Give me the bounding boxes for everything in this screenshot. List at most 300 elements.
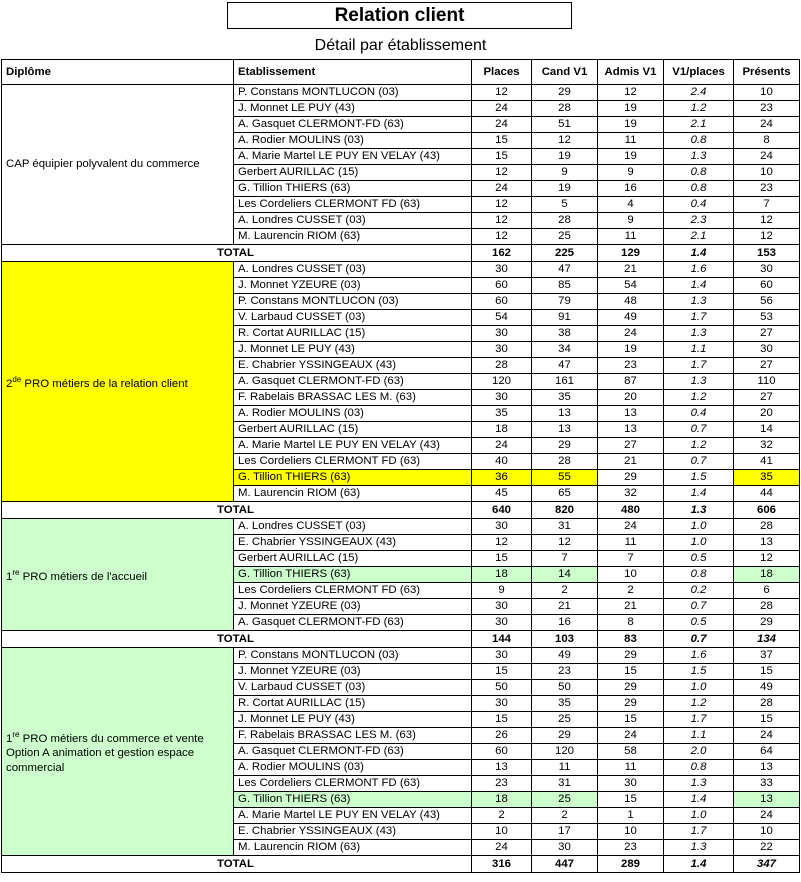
places-cell: 13 bbox=[472, 760, 532, 776]
total-cand-v1: 225 bbox=[532, 245, 598, 262]
total-label: TOTAL bbox=[2, 631, 472, 648]
etablissement-cell: G. Tillion THIERS (63) bbox=[234, 181, 472, 197]
cand-v1-cell: 23 bbox=[532, 664, 598, 680]
etablissement-cell: Gerbert AURILLAC (15) bbox=[234, 165, 472, 181]
diplome-cell bbox=[2, 519, 234, 631]
places-cell: 15 bbox=[472, 133, 532, 149]
admis-v1-cell: 27 bbox=[598, 438, 664, 454]
cand-v1-cell: 7 bbox=[532, 551, 598, 567]
admis-v1-cell: 21 bbox=[598, 454, 664, 470]
total-places: 316 bbox=[472, 856, 532, 873]
places-cell: 10 bbox=[472, 824, 532, 840]
diplome-label: PRO métiers du commerce et vente bbox=[19, 732, 204, 745]
places-cell: 30 bbox=[472, 390, 532, 406]
presents-cell: 7 bbox=[734, 197, 800, 213]
cand-v1-cell: 17 bbox=[532, 824, 598, 840]
places-cell: 24 bbox=[472, 101, 532, 117]
diplome-cell bbox=[2, 85, 234, 245]
v1-places-cell: 1.7 bbox=[664, 310, 734, 326]
presents-cell: 10 bbox=[734, 165, 800, 181]
cand-v1-cell: 35 bbox=[532, 696, 598, 712]
etablissement-cell: A. Gasquet CLERMONT-FD (63) bbox=[234, 615, 472, 631]
places-cell: 12 bbox=[472, 213, 532, 229]
table-row bbox=[2, 262, 800, 278]
v1-places-cell: 0.8 bbox=[664, 133, 734, 149]
etablissement-cell: R. Cortat AURILLAC (15) bbox=[234, 696, 472, 712]
header-admis-v1: Admis V1 bbox=[598, 60, 664, 85]
cand-v1-cell: 16 bbox=[532, 615, 598, 631]
etablissement-cell: J. Monnet LE PUY (43) bbox=[234, 342, 472, 358]
places-cell: 18 bbox=[472, 422, 532, 438]
places-cell: 35 bbox=[472, 406, 532, 422]
admis-v1-cell: 8 bbox=[598, 615, 664, 631]
presents-cell: 10 bbox=[734, 85, 800, 101]
admis-v1-cell: 11 bbox=[598, 229, 664, 245]
admis-v1-cell: 15 bbox=[598, 712, 664, 728]
diplome-label-line: Option A animation et gestion espace bbox=[6, 747, 195, 760]
diplome-label: PRO métiers de l'accueil bbox=[19, 570, 147, 583]
presents-cell: 27 bbox=[734, 326, 800, 342]
admis-v1-cell: 29 bbox=[598, 648, 664, 664]
v1-places-cell: 1.3 bbox=[664, 840, 734, 856]
cand-v1-cell: 29 bbox=[532, 438, 598, 454]
admis-v1-cell: 54 bbox=[598, 278, 664, 294]
places-cell: 24 bbox=[472, 181, 532, 197]
etablissement-cell: J. Monnet YZEURE (03) bbox=[234, 278, 472, 294]
v1-places-cell: 0.4 bbox=[664, 406, 734, 422]
admis-v1-cell: 21 bbox=[598, 599, 664, 615]
cand-v1-cell: 9 bbox=[532, 165, 598, 181]
presents-cell: 15 bbox=[734, 664, 800, 680]
places-cell: 12 bbox=[472, 229, 532, 245]
cand-v1-cell: 28 bbox=[532, 454, 598, 470]
admis-v1-cell: 23 bbox=[598, 840, 664, 856]
v1-places-cell: 1.5 bbox=[664, 664, 734, 680]
header-v1-places: V1/places bbox=[664, 60, 734, 85]
total-label: TOTAL bbox=[2, 245, 472, 262]
etablissement-cell: J. Monnet YZEURE (03) bbox=[234, 664, 472, 680]
table-row bbox=[2, 648, 800, 664]
v1-places-cell: 1.2 bbox=[664, 438, 734, 454]
etablissement-cell: A. Marie Martel LE PUY EN VELAY (43) bbox=[234, 149, 472, 165]
admis-v1-cell: 24 bbox=[598, 519, 664, 535]
cand-v1-cell: 79 bbox=[532, 294, 598, 310]
presents-cell: 10 bbox=[734, 824, 800, 840]
etablissement-cell: M. Laurencin RIOM (63) bbox=[234, 486, 472, 502]
cand-v1-cell: 13 bbox=[532, 406, 598, 422]
places-cell: 18 bbox=[472, 792, 532, 808]
total-admis-v1: 83 bbox=[598, 631, 664, 648]
presents-cell: 35 bbox=[734, 470, 800, 486]
total-v1-places: 1.4 bbox=[664, 245, 734, 262]
total-places: 162 bbox=[472, 245, 532, 262]
table-row bbox=[2, 85, 800, 101]
cand-v1-cell: 2 bbox=[532, 808, 598, 824]
cand-v1-cell: 38 bbox=[532, 326, 598, 342]
etablissement-cell: M. Laurencin RIOM (63) bbox=[234, 229, 472, 245]
presents-cell: 44 bbox=[734, 486, 800, 502]
places-cell: 15 bbox=[472, 664, 532, 680]
admis-v1-cell: 24 bbox=[598, 728, 664, 744]
cand-v1-cell: 21 bbox=[532, 599, 598, 615]
cand-v1-cell: 29 bbox=[532, 728, 598, 744]
cand-v1-cell: 5 bbox=[532, 197, 598, 213]
cand-v1-cell: 91 bbox=[532, 310, 598, 326]
admis-v1-cell: 32 bbox=[598, 486, 664, 502]
diplome-label: PRO métiers de la relation client bbox=[21, 377, 188, 390]
total-presents: 347 bbox=[734, 856, 800, 873]
cand-v1-cell: 31 bbox=[532, 519, 598, 535]
v1-places-cell: 2.3 bbox=[664, 213, 734, 229]
cand-v1-cell: 25 bbox=[532, 229, 598, 245]
admis-v1-cell: 16 bbox=[598, 181, 664, 197]
admis-v1-cell: 15 bbox=[598, 664, 664, 680]
v1-places-cell: 0.4 bbox=[664, 197, 734, 213]
presents-cell: 49 bbox=[734, 680, 800, 696]
admis-v1-cell: 23 bbox=[598, 358, 664, 374]
total-cand-v1: 447 bbox=[532, 856, 598, 873]
etablissement-cell: A. Marie Martel LE PUY EN VELAY (43) bbox=[234, 438, 472, 454]
cand-v1-cell: 14 bbox=[532, 567, 598, 583]
total-admis-v1: 289 bbox=[598, 856, 664, 873]
admis-v1-cell: 29 bbox=[598, 696, 664, 712]
cand-v1-cell: 34 bbox=[532, 342, 598, 358]
v1-places-cell: 0.8 bbox=[664, 760, 734, 776]
places-cell: 24 bbox=[472, 117, 532, 133]
table-row bbox=[2, 519, 800, 535]
v1-places-cell: 1.2 bbox=[664, 101, 734, 117]
cand-v1-cell: 25 bbox=[532, 712, 598, 728]
places-cell: 9 bbox=[472, 583, 532, 599]
diplome-cell bbox=[2, 262, 234, 502]
diplome-cell bbox=[2, 648, 234, 856]
cand-v1-cell: 50 bbox=[532, 680, 598, 696]
etablissement-cell: E. Chabrier YSSINGEAUX (43) bbox=[234, 824, 472, 840]
etablissement-cell: G. Tillion THIERS (63) bbox=[234, 567, 472, 583]
etablissement-cell: Gerbert AURILLAC (15) bbox=[234, 551, 472, 567]
cand-v1-cell: 29 bbox=[532, 85, 598, 101]
places-cell: 30 bbox=[472, 326, 532, 342]
v1-places-cell: 1.6 bbox=[664, 648, 734, 664]
presents-cell: 41 bbox=[734, 454, 800, 470]
places-cell: 50 bbox=[472, 680, 532, 696]
total-row bbox=[2, 631, 800, 648]
places-cell: 60 bbox=[472, 744, 532, 760]
total-row bbox=[2, 856, 800, 873]
diplome-label: CAP équipier polyvalent du commerce bbox=[6, 158, 200, 170]
cand-v1-cell: 31 bbox=[532, 776, 598, 792]
etablissement-cell: P. Constans MONTLUCON (03) bbox=[234, 85, 472, 101]
presents-cell: 13 bbox=[734, 760, 800, 776]
v1-places-cell: 1.3 bbox=[664, 149, 734, 165]
etablissement-cell: R. Cortat AURILLAC (15) bbox=[234, 326, 472, 342]
places-cell: 15 bbox=[472, 551, 532, 567]
v1-places-cell: 1.1 bbox=[664, 342, 734, 358]
presents-cell: 13 bbox=[734, 792, 800, 808]
presents-cell: 12 bbox=[734, 213, 800, 229]
etablissement-cell: A. Londres CUSSET (03) bbox=[234, 519, 472, 535]
presents-cell: 30 bbox=[734, 262, 800, 278]
admis-v1-cell: 20 bbox=[598, 390, 664, 406]
diplome-ordinal-suffix: re bbox=[12, 567, 20, 577]
etablissement-cell: A. Rodier MOULINS (03) bbox=[234, 133, 472, 149]
admis-v1-cell: 11 bbox=[598, 133, 664, 149]
admis-v1-cell: 13 bbox=[598, 422, 664, 438]
admis-v1-cell: 12 bbox=[598, 85, 664, 101]
header-places: Places bbox=[472, 60, 532, 85]
admis-v1-cell: 19 bbox=[598, 149, 664, 165]
admis-v1-cell: 29 bbox=[598, 470, 664, 486]
v1-places-cell: 1.7 bbox=[664, 712, 734, 728]
v1-places-cell: 1.4 bbox=[664, 486, 734, 502]
header-presents: Présents bbox=[734, 60, 800, 85]
presents-cell: 24 bbox=[734, 728, 800, 744]
v1-places-cell: 0.5 bbox=[664, 551, 734, 567]
cand-v1-cell: 120 bbox=[532, 744, 598, 760]
v1-places-cell: 1.3 bbox=[664, 374, 734, 390]
etablissement-cell: J. Monnet YZEURE (03) bbox=[234, 599, 472, 615]
etablissement-cell: A. Londres CUSSET (03) bbox=[234, 213, 472, 229]
places-cell: 30 bbox=[472, 342, 532, 358]
v1-places-cell: 0.8 bbox=[664, 165, 734, 181]
v1-places-cell: 1.4 bbox=[664, 792, 734, 808]
presents-cell: 23 bbox=[734, 181, 800, 197]
cand-v1-cell: 85 bbox=[532, 278, 598, 294]
cand-v1-cell: 12 bbox=[532, 535, 598, 551]
places-cell: 24 bbox=[472, 840, 532, 856]
diplome-ordinal-suffix: re bbox=[12, 729, 20, 739]
v1-places-cell: 1.1 bbox=[664, 728, 734, 744]
v1-places-cell: 1.0 bbox=[664, 535, 734, 551]
places-cell: 40 bbox=[472, 454, 532, 470]
presents-cell: 56 bbox=[734, 294, 800, 310]
admis-v1-cell: 10 bbox=[598, 567, 664, 583]
diplome-label-line: commercial bbox=[6, 762, 65, 775]
etablissement-cell: A. Londres CUSSET (03) bbox=[234, 262, 472, 278]
admis-v1-cell: 4 bbox=[598, 197, 664, 213]
places-cell: 12 bbox=[472, 165, 532, 181]
relation-client-table bbox=[1, 59, 800, 873]
places-cell: 120 bbox=[472, 374, 532, 390]
etablissement-cell: A. Gasquet CLERMONT-FD (63) bbox=[234, 117, 472, 133]
total-label: TOTAL bbox=[2, 856, 472, 873]
presents-cell: 60 bbox=[734, 278, 800, 294]
v1-places-cell: 1.5 bbox=[664, 470, 734, 486]
v1-places-cell: 0.7 bbox=[664, 599, 734, 615]
places-cell: 30 bbox=[472, 648, 532, 664]
etablissement-cell: A. Rodier MOULINS (03) bbox=[234, 406, 472, 422]
places-cell: 45 bbox=[472, 486, 532, 502]
places-cell: 28 bbox=[472, 358, 532, 374]
etablissement-cell: A. Rodier MOULINS (03) bbox=[234, 760, 472, 776]
cand-v1-cell: 47 bbox=[532, 262, 598, 278]
cand-v1-cell: 65 bbox=[532, 486, 598, 502]
places-cell: 12 bbox=[472, 85, 532, 101]
admis-v1-cell: 2 bbox=[598, 583, 664, 599]
presents-cell: 28 bbox=[734, 696, 800, 712]
v1-places-cell: 1.3 bbox=[664, 776, 734, 792]
admis-v1-cell: 58 bbox=[598, 744, 664, 760]
presents-cell: 32 bbox=[734, 438, 800, 454]
etablissement-cell: G. Tillion THIERS (63) bbox=[234, 792, 472, 808]
admis-v1-cell: 9 bbox=[598, 213, 664, 229]
v1-places-cell: 0.7 bbox=[664, 422, 734, 438]
admis-v1-cell: 19 bbox=[598, 342, 664, 358]
places-cell: 12 bbox=[472, 535, 532, 551]
diplome-number: 2 bbox=[6, 377, 13, 390]
etablissement-cell: P. Constans MONTLUCON (03) bbox=[234, 294, 472, 310]
etablissement-cell: Gerbert AURILLAC (15) bbox=[234, 422, 472, 438]
admis-v1-cell: 13 bbox=[598, 406, 664, 422]
v1-places-cell: 0.5 bbox=[664, 615, 734, 631]
cand-v1-cell: 47 bbox=[532, 358, 598, 374]
v1-places-cell: 1.4 bbox=[664, 278, 734, 294]
cand-v1-cell: 49 bbox=[532, 648, 598, 664]
etablissement-cell: Les Cordeliers CLERMONT FD (63) bbox=[234, 454, 472, 470]
diplome-ordinal-suffix: de bbox=[12, 374, 22, 384]
places-cell: 24 bbox=[472, 438, 532, 454]
places-cell: 30 bbox=[472, 262, 532, 278]
etablissement-cell: Les Cordeliers CLERMONT FD (63) bbox=[234, 197, 472, 213]
cand-v1-cell: 19 bbox=[532, 181, 598, 197]
places-cell: 2 bbox=[472, 808, 532, 824]
header-etablissement: Etablissement bbox=[234, 60, 472, 85]
v1-places-cell: 0.8 bbox=[664, 181, 734, 197]
v1-places-cell: 1.7 bbox=[664, 358, 734, 374]
admis-v1-cell: 29 bbox=[598, 680, 664, 696]
presents-cell: 20 bbox=[734, 406, 800, 422]
presents-cell: 24 bbox=[734, 117, 800, 133]
total-admis-v1: 129 bbox=[598, 245, 664, 262]
presents-cell: 13 bbox=[734, 535, 800, 551]
cand-v1-cell: 2 bbox=[532, 583, 598, 599]
etablissement-cell: E. Chabrier YSSINGEAUX (43) bbox=[234, 358, 472, 374]
page-subtitle: Détail par établissement bbox=[314, 37, 487, 54]
presents-cell: 12 bbox=[734, 229, 800, 245]
v1-places-cell: 1.2 bbox=[664, 390, 734, 406]
etablissement-cell: J. Monnet LE PUY (43) bbox=[234, 712, 472, 728]
presents-cell: 15 bbox=[734, 712, 800, 728]
page-title: Relation client bbox=[227, 2, 572, 29]
v1-places-cell: 1.2 bbox=[664, 696, 734, 712]
admis-v1-cell: 11 bbox=[598, 535, 664, 551]
cand-v1-cell: 35 bbox=[532, 390, 598, 406]
v1-places-cell: 2.1 bbox=[664, 117, 734, 133]
total-presents: 606 bbox=[734, 502, 800, 519]
diplome-number: 1 bbox=[6, 732, 13, 745]
total-places: 144 bbox=[472, 631, 532, 648]
total-row bbox=[2, 245, 800, 262]
places-cell: 15 bbox=[472, 149, 532, 165]
cand-v1-cell: 19 bbox=[532, 149, 598, 165]
total-v1-places: 0.7 bbox=[664, 631, 734, 648]
v1-places-cell: 2.1 bbox=[664, 229, 734, 245]
v1-places-cell: 0.2 bbox=[664, 583, 734, 599]
admis-v1-cell: 49 bbox=[598, 310, 664, 326]
presents-cell: 8 bbox=[734, 133, 800, 149]
total-places: 640 bbox=[472, 502, 532, 519]
total-v1-places: 1.4 bbox=[664, 856, 734, 873]
v1-places-cell: 2.0 bbox=[664, 744, 734, 760]
places-cell: 26 bbox=[472, 728, 532, 744]
admis-v1-cell: 1 bbox=[598, 808, 664, 824]
etablissement-cell: M. Laurencin RIOM (63) bbox=[234, 840, 472, 856]
cand-v1-cell: 28 bbox=[532, 101, 598, 117]
v1-places-cell: 1.7 bbox=[664, 824, 734, 840]
header-cand-v1: Cand V1 bbox=[532, 60, 598, 85]
places-cell: 23 bbox=[472, 776, 532, 792]
v1-places-cell: 2.4 bbox=[664, 85, 734, 101]
etablissement-cell: V. Larbaud CUSSET (03) bbox=[234, 310, 472, 326]
total-cand-v1: 103 bbox=[532, 631, 598, 648]
cand-v1-cell: 25 bbox=[532, 792, 598, 808]
v1-places-cell: 1.0 bbox=[664, 808, 734, 824]
places-cell: 36 bbox=[472, 470, 532, 486]
cand-v1-cell: 12 bbox=[532, 133, 598, 149]
total-admis-v1: 480 bbox=[598, 502, 664, 519]
places-cell: 12 bbox=[472, 197, 532, 213]
etablissement-cell: A. Gasquet CLERMONT-FD (63) bbox=[234, 744, 472, 760]
places-cell: 30 bbox=[472, 696, 532, 712]
table-header-row bbox=[2, 60, 800, 85]
total-row bbox=[2, 502, 800, 519]
places-cell: 60 bbox=[472, 278, 532, 294]
total-presents: 153 bbox=[734, 245, 800, 262]
header-diplome: Diplôme bbox=[2, 60, 234, 85]
etablissement-cell: F. Rabelais BRASSAC LES M. (63) bbox=[234, 728, 472, 744]
total-cand-v1: 820 bbox=[532, 502, 598, 519]
cand-v1-cell: 51 bbox=[532, 117, 598, 133]
presents-cell: 18 bbox=[734, 567, 800, 583]
etablissement-cell: F. Rabelais BRASSAC LES M. (63) bbox=[234, 390, 472, 406]
v1-places-cell: 1.3 bbox=[664, 294, 734, 310]
presents-cell: 30 bbox=[734, 342, 800, 358]
admis-v1-cell: 21 bbox=[598, 262, 664, 278]
presents-cell: 24 bbox=[734, 808, 800, 824]
admis-v1-cell: 24 bbox=[598, 326, 664, 342]
total-label: TOTAL bbox=[2, 502, 472, 519]
admis-v1-cell: 19 bbox=[598, 101, 664, 117]
v1-places-cell: 1.3 bbox=[664, 326, 734, 342]
etablissement-cell: P. Constans MONTLUCON (03) bbox=[234, 648, 472, 664]
etablissement-cell: J. Monnet LE PUY (43) bbox=[234, 101, 472, 117]
admis-v1-cell: 10 bbox=[598, 824, 664, 840]
places-cell: 60 bbox=[472, 294, 532, 310]
places-cell: 30 bbox=[472, 615, 532, 631]
places-cell: 54 bbox=[472, 310, 532, 326]
admis-v1-cell: 48 bbox=[598, 294, 664, 310]
etablissement-cell: Les Cordeliers CLERMONT FD (63) bbox=[234, 583, 472, 599]
admis-v1-cell: 30 bbox=[598, 776, 664, 792]
cand-v1-cell: 30 bbox=[532, 840, 598, 856]
admis-v1-cell: 11 bbox=[598, 760, 664, 776]
presents-cell: 37 bbox=[734, 648, 800, 664]
presents-cell: 14 bbox=[734, 422, 800, 438]
admis-v1-cell: 87 bbox=[598, 374, 664, 390]
places-cell: 30 bbox=[472, 519, 532, 535]
total-presents: 134 bbox=[734, 631, 800, 648]
presents-cell: 29 bbox=[734, 615, 800, 631]
v1-places-cell: 1.0 bbox=[664, 519, 734, 535]
total-v1-places: 1.3 bbox=[664, 502, 734, 519]
etablissement-cell: E. Chabrier YSSINGEAUX (43) bbox=[234, 535, 472, 551]
presents-cell: 24 bbox=[734, 149, 800, 165]
etablissement-cell: A. Marie Martel LE PUY EN VELAY (43) bbox=[234, 808, 472, 824]
presents-cell: 33 bbox=[734, 776, 800, 792]
presents-cell: 23 bbox=[734, 101, 800, 117]
presents-cell: 22 bbox=[734, 840, 800, 856]
cand-v1-cell: 55 bbox=[532, 470, 598, 486]
